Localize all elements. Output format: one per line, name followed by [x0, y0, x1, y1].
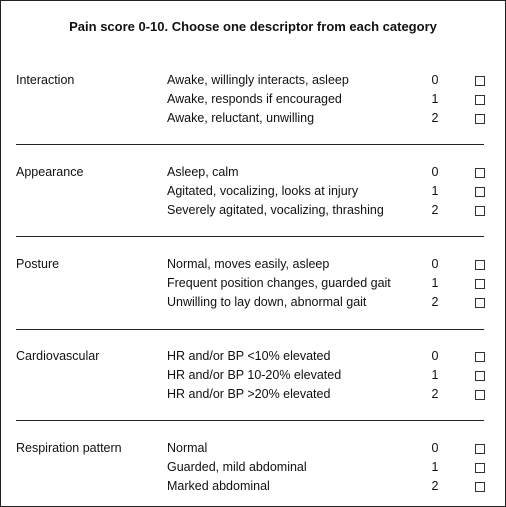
descriptor-text: Normal	[167, 441, 208, 455]
category-label: Interaction	[16, 73, 75, 87]
category-label: Appearance	[16, 165, 84, 179]
descriptor-text: Awake, responds if encouraged	[167, 92, 342, 106]
score-value: 0	[431, 73, 439, 87]
checkbox[interactable]	[475, 95, 485, 105]
checkbox[interactable]	[475, 260, 485, 270]
checkbox[interactable]	[475, 187, 485, 197]
score-value: 0	[431, 441, 439, 455]
descriptor-text: Frequent position changes, guarded gait	[167, 276, 391, 290]
score-value: 1	[431, 368, 439, 382]
descriptor-text: HR and/or BP <10% elevated	[167, 349, 331, 363]
category-label: Cardiovascular	[16, 349, 100, 363]
checkbox[interactable]	[475, 371, 485, 381]
score-value: 0	[431, 165, 439, 179]
checkbox[interactable]	[475, 168, 485, 178]
form-title: Pain score 0-10. Choose one descriptor from each category	[69, 19, 437, 34]
descriptor-row[interactable]	[1, 460, 505, 478]
score-value: 1	[431, 276, 439, 290]
descriptor-text: Agitated, vocalizing, looks at injury	[167, 184, 359, 198]
descriptor-row[interactable]	[1, 165, 505, 183]
descriptor-row[interactable]	[1, 111, 505, 129]
descriptor-row[interactable]	[1, 368, 505, 386]
section-divider	[16, 236, 484, 237]
checkbox[interactable]	[475, 114, 485, 124]
descriptor-row[interactable]	[1, 184, 505, 202]
descriptor-text: Guarded, mild abdominal	[167, 460, 307, 474]
descriptor-row[interactable]	[1, 349, 505, 367]
descriptor-row[interactable]	[1, 92, 505, 110]
descriptor-row[interactable]	[1, 73, 505, 91]
checkbox[interactable]	[475, 390, 485, 400]
descriptor-row[interactable]	[1, 257, 505, 275]
descriptor-row[interactable]	[1, 295, 505, 313]
score-value: 2	[431, 203, 439, 217]
descriptor-row[interactable]	[1, 387, 505, 405]
descriptor-row[interactable]	[1, 276, 505, 294]
score-value: 1	[431, 460, 439, 474]
score-value: 0	[431, 349, 439, 363]
category-label: Posture	[16, 257, 60, 271]
checkbox[interactable]	[475, 444, 485, 454]
descriptor-text: Asleep, calm	[167, 165, 239, 179]
descriptor-row[interactable]	[1, 441, 505, 459]
checkbox[interactable]	[475, 76, 485, 86]
descriptor-text: HR and/or BP 10-20% elevated	[167, 368, 342, 382]
score-value: 2	[431, 295, 439, 309]
descriptor-row[interactable]	[1, 479, 505, 497]
checkbox[interactable]	[475, 298, 485, 308]
category-label: Respiration pattern	[16, 441, 122, 455]
descriptor-row[interactable]	[1, 203, 505, 221]
score-value: 2	[431, 387, 439, 401]
score-value: 0	[431, 257, 439, 271]
score-value: 1	[431, 92, 439, 106]
score-value: 2	[431, 111, 439, 125]
section-divider	[16, 420, 484, 421]
score-value: 2	[431, 479, 439, 493]
checkbox[interactable]	[475, 352, 485, 362]
descriptor-text: Severely agitated, vocalizing, thrashing	[167, 203, 384, 217]
checkbox[interactable]	[475, 463, 485, 473]
descriptor-text: Awake, reluctant, unwilling	[167, 111, 315, 125]
section-divider	[16, 144, 484, 145]
section-divider	[16, 329, 484, 330]
descriptor-text: HR and/or BP >20% elevated	[167, 387, 331, 401]
checkbox[interactable]	[475, 279, 485, 289]
checkbox[interactable]	[475, 206, 485, 216]
checkbox[interactable]	[475, 482, 485, 492]
descriptor-text: Awake, willingly interacts, asleep	[167, 73, 349, 87]
descriptor-text: Normal, moves easily, asleep	[167, 257, 330, 271]
descriptor-text: Marked abdominal	[167, 479, 270, 493]
descriptor-text: Unwilling to lay down, abnormal gait	[167, 295, 367, 309]
score-value: 1	[431, 184, 439, 198]
